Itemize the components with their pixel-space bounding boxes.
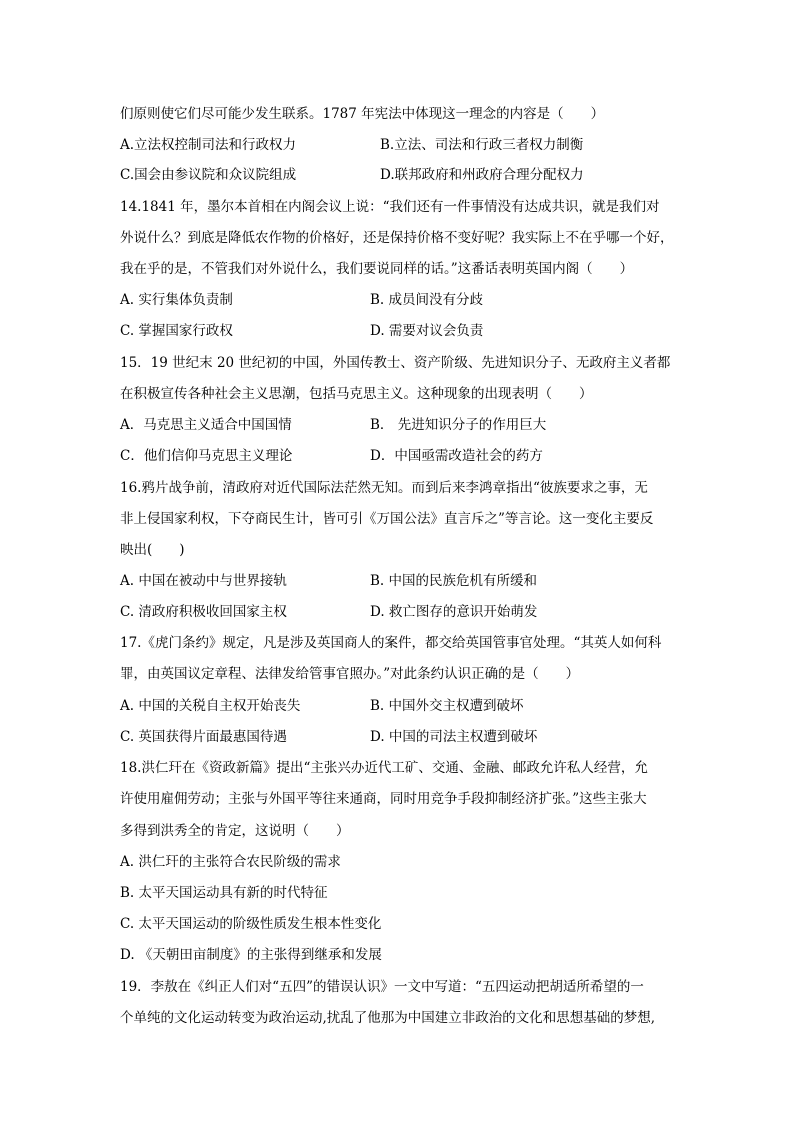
q16-option-c[interactable]: C. 清政府积极收回国家主权 — [120, 604, 287, 620]
q16-option-b[interactable]: B. 中国的民族危机有所缓和 — [370, 573, 538, 589]
q19-stem-line-1: 19．李敖在《纠正人们对“五四”的错误认识》一文中写道：“五四运动把胡适所希望的一 — [120, 979, 644, 995]
q14-option-a[interactable]: A. 实行集体负责制 — [120, 292, 233, 308]
q14-option-c[interactable]: C. 掌握国家行政权 — [120, 323, 233, 339]
q17-option-d[interactable]: D. 中国的司法主权遭到破坏 — [370, 729, 538, 745]
q14-option-b[interactable]: B. 成员间没有分歧 — [370, 292, 484, 308]
q15-option-a[interactable]: A．马克思主义适合中国国情 — [120, 417, 292, 433]
q13-option-b[interactable]: B.立法、司法和行政三者权力制衡 — [380, 137, 584, 153]
q18-option-c[interactable]: C. 太平天国运动的阶级性质发生根本性变化 — [120, 916, 382, 932]
q13-option-d[interactable]: D.联邦政府和州政府合理分配权力 — [380, 167, 584, 183]
q13-option-c[interactable]: C.国会由参议院和众议院组成 — [120, 167, 297, 183]
q14-option-d[interactable]: D. 需要对议会负责 — [370, 323, 484, 339]
q17-stem-line-1: 17.《虎门条约》规定，凡是涉及英国商人的案件，都交给英国管事官处理。“其英人如何科 — [120, 635, 662, 651]
q15-option-d[interactable]: D．中国亟需改造社会的药方 — [370, 448, 543, 464]
q16-stem-line-1: 16.鸦片战争前，清政府对近代国际法茫然无知。而到后来李鸿章指出“彼族要求之事，无 — [120, 480, 648, 496]
q16-option-a[interactable]: A. 中国在被动中与世界接轨 — [120, 573, 287, 589]
q15-stem-line-2: 在积极宣传各种社会主义思潮，包括马克思主义。这种现象的出现表明（ ） — [120, 386, 593, 402]
q15-option-b[interactable]: B． 先进知识分子的作用巨大 — [370, 417, 547, 433]
q14-stem-line-1: 14.1841 年，墨尔本首相在内阁会议上说：“我们还有一件事情没有达成共识，就是我们对 — [120, 199, 660, 215]
q16-stem-line-2: 非上侵国家利权，下夺商民生计，皆可引《万国公法》直言斥之”等言论。这一变化主要反 — [120, 511, 654, 527]
q19-stem-line-2: 个单纯的文化运动转变为政治运动,扰乱了他那为中国建立非政治的文化和思想基础的梦想, — [120, 1010, 656, 1026]
q18-stem-line-3: 多得到洪秀全的肯定，这说明（ ） — [120, 823, 350, 839]
q18-stem-line-1: 18.洪仁玕在《资政新篇》提出“主张兴办近代工矿、交通、金融、邮政允许私人经营，允 — [120, 760, 648, 776]
q18-stem-line-2: 许使用雇佣劳动；主张与外国平等往来通商，同时用竞争手段抑制经济扩张。”这些主张大 — [120, 791, 647, 807]
q18-option-d[interactable]: D. 《天朝田亩制度》的主张得到继承和发展 — [120, 947, 382, 963]
q17-option-a[interactable]: A. 中国的关税自主权开始丧失 — [120, 698, 301, 714]
q13-stem-tail: 们原则使它们尽可能少发生联系。1787 年宪法中体现这一理念的内容是（ ） — [120, 106, 605, 122]
q14-stem-line-3: 我在乎的是，不管我们对外说什么，我们要说同样的话。”这番话表明英国内阁（ ） — [120, 261, 634, 277]
q17-option-b[interactable]: B. 中国外交主权遭到破坏 — [370, 698, 524, 714]
q16-stem-line-3: 映出( ) — [120, 542, 185, 558]
q13-option-a[interactable]: A.立法权控制司法和行政权力 — [120, 137, 297, 153]
q16-option-d[interactable]: D. 救亡图存的意识开始萌发 — [370, 604, 538, 620]
q18-option-b[interactable]: B. 太平天国运动具有新的时代特征 — [120, 885, 328, 901]
q17-stem-line-2: 罪，由英国议定章程、法律发给管事官照办。”对此条约认识正确的是（ ） — [120, 666, 580, 682]
q14-stem-line-2: 外说什么？到底是降低农作物的价格好，还是保持价格不变好呢？我实际上不在乎哪一个好， — [120, 230, 674, 246]
q15-option-c[interactable]: C．他们信仰马克思主义理论 — [120, 448, 293, 464]
q18-option-a[interactable]: A. 洪仁玕的主张符合农民阶级的需求 — [120, 854, 341, 870]
q15-stem-line-1: 15．19 世纪末 20 世纪初的中国，外国传教士、资产阶级、先进知识分子、无政府主义者都 — [120, 355, 671, 371]
q17-option-c[interactable]: C. 英国获得片面最惠国待遇 — [120, 729, 287, 745]
